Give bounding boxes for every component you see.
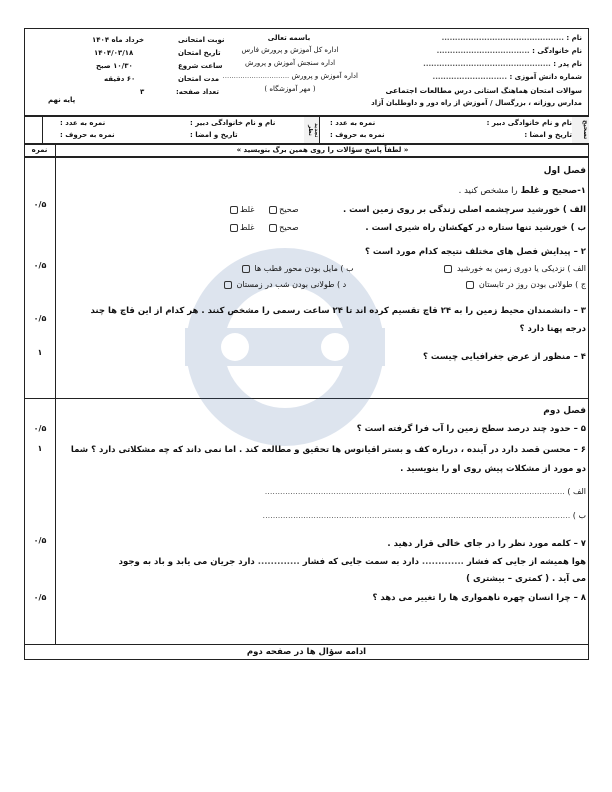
pages-label: تعداد صفحه: [176, 88, 219, 96]
score2-number[interactable]: نمره به عدد : [60, 119, 106, 127]
score-column-line [55, 157, 56, 644]
footer-divider [24, 644, 589, 645]
school-stamp: ( مهر آموزشگاه ) [264, 85, 316, 93]
turn-value: خرداد ماه ۱۴۰۴ [92, 36, 145, 44]
blank-2[interactable]: ............. [257, 557, 300, 567]
sign2-field[interactable]: تاریخ و امضا : [190, 131, 238, 139]
q8-text: ۸ – چرا انسان چهره ناهمواری ها را تغییر می دهد ؟ [372, 593, 586, 603]
teacher1-field[interactable]: نام و نام خانوادگی دبیر : [486, 119, 572, 127]
q1-title: ۱-صحیح و غلط را مشخص کنید . [458, 186, 586, 196]
q3-line1: ۳ – دانشمندان محیط زمین را به ۲۴ قاچ تقسیم کرده اند تا ۲۴ ساعت رسمی را مشخص کنند . هر کدام از این قاچ ها چند [90, 306, 586, 316]
duration-value: ۶۰ دقیقه [104, 75, 136, 83]
pages-value: ۳ [140, 88, 145, 96]
score-q5: ۰/۵ [33, 424, 47, 433]
grading-divider [319, 116, 320, 144]
false-checkbox[interactable] [230, 224, 238, 232]
score-q4: ۱ [37, 348, 43, 357]
q2-text: ۲ – پیدایش فصل های مختلف نتیجه کدام مورد است ؟ [364, 247, 586, 257]
date-label: تاریخ امتحان [178, 49, 221, 57]
score-q2: ۰/۵ [33, 261, 47, 270]
instruction-text: « لطفاً پاسخ سؤالات را روی همین برگ بنویسید » [236, 146, 409, 154]
score-q3: ۰/۵ [33, 314, 47, 323]
grading-divider [42, 116, 43, 144]
q6-line2: دو مورد از مشکلات پیش روی او را بنویسید . [400, 464, 586, 474]
option-checkbox[interactable] [224, 281, 232, 289]
option-checkbox[interactable] [444, 265, 452, 273]
name-field[interactable]: نام : .............................................. [441, 34, 582, 42]
q4-text: ۴ – منظور از عرض جغرافیایی چیست ؟ [422, 352, 586, 362]
exam-subject-line: سوالات امتحان هماهنگ استانی درس مطالعات اجتماعی [385, 86, 582, 95]
q7-line1: هوا همیشه از جایی که فشار ............. دارد به سمت جایی که فشار ............. دارد جریان می یابد و باد به وجود [118, 557, 586, 567]
father-field[interactable]: نام پدر : ................................................ [423, 60, 582, 68]
true-checkbox[interactable] [269, 224, 277, 232]
sign1-field[interactable]: تاریخ و امضا : [524, 131, 572, 139]
q5-text: ۵ – حدود چند درصد سطح زمین را آب فرا گرفته است ؟ [356, 424, 586, 434]
start-value: ۱۰/۳۰ صبح [96, 62, 133, 70]
grade-label: پایه نهم [48, 96, 76, 104]
q1b-text: ب ) خورشید تنها ستاره در کهکشان راه شیری است . [365, 223, 586, 233]
q1a-options [228, 205, 299, 214]
q2-option-a: الف ) نزدیکی یا دوری زمین به خورشید [442, 264, 586, 273]
family-field[interactable]: نام خانوادگی : ................................... [436, 47, 582, 55]
q1b-options [228, 223, 299, 232]
score1-letters[interactable]: نمره به حروف : [330, 131, 385, 139]
office-line-1: اداره کل آموزش و پرورش فارس [241, 46, 339, 54]
schools-line: مدارس روزانه ، بزرگسال / آموزش از راه دور و داوطلبان آزاد [371, 99, 582, 107]
watermark-logo-icon [165, 222, 405, 472]
score-column-header: نمره [31, 146, 48, 154]
score2-letters[interactable]: نمره به حروف : [60, 131, 115, 139]
q2-option-c: ج ) طولانی بودن روز در تابستان [464, 280, 586, 289]
q2-option-b: ب ) مایل بودن محور قطب ها [240, 264, 354, 273]
score-q1: ۰/۵ [33, 200, 47, 209]
false-checkbox[interactable] [230, 206, 238, 214]
true-label: صحیح [279, 223, 299, 232]
first-grading-tag: تصحیح [572, 117, 589, 143]
option-checkbox[interactable] [242, 265, 250, 273]
bismillah: باسمه تعالی [267, 34, 311, 42]
continue-note: ادامه سؤال ها در صفحه دوم [246, 647, 367, 657]
q6-answer-a[interactable]: الف ) ...................................................................................................................... [264, 487, 586, 496]
teacher2-field[interactable]: نام و نام خانوادگی دبیر : [190, 119, 276, 127]
office-line-3: اداره آموزش و پرورش .............................. [222, 72, 358, 80]
second-grading-tag: تجدید نظر [304, 117, 319, 143]
q2-option-d: د ) طولانی بودن شب در زمستان [222, 280, 346, 289]
score-q7: ۰/۵ [33, 536, 47, 545]
blank-1[interactable]: ............. [421, 557, 464, 567]
q6-answer-b[interactable]: ب ) ......................................................................................................................... [262, 511, 586, 520]
q1a-text: الف ) خورشید سرچشمه اصلی زندگی بر روی زمین است . [342, 205, 586, 215]
true-checkbox[interactable] [269, 206, 277, 214]
office-line-2: اداره سنجش آموزش و پرورش [244, 59, 336, 67]
false-label: غلط [240, 205, 255, 214]
score-q8: ۰/۵ [33, 593, 47, 602]
q3-line2: درجه پهنا دارد ؟ [519, 324, 586, 334]
score-col-divider [55, 144, 56, 157]
score-q6: ۱ [37, 444, 43, 453]
true-label: صحیح [279, 205, 299, 214]
section1-title: فصل اول [543, 166, 586, 176]
option-checkbox[interactable] [466, 281, 474, 289]
turn-label: نوبت امتحانی [178, 36, 225, 44]
q7-line2: می آید . ( کمتری – بیشتری ) [466, 574, 586, 584]
q7-title: ۷ – کلمه مورد نظر را در جای خالی قرار دهید . [387, 538, 586, 549]
duration-label: مدت امتحان [178, 75, 220, 83]
start-label: ساعت شروع [178, 62, 223, 70]
date-value: ۱۴۰۴/۰۳/۱۸ [94, 49, 134, 57]
student-no-field[interactable]: شماره دانش آموزی : ............................ [432, 73, 582, 81]
section2-title: فصل دوم [543, 406, 586, 416]
score1-number[interactable]: نمره به عدد : [330, 119, 376, 127]
q6-line1: ۶ – محسن قصد دارد در آینده ، درباره کف و بستر اقیانوس ها تحقیق و مطالعه کند . اما نمی داند که چه مشکلاتی دارد ؟ شما [70, 445, 586, 455]
false-label: غلط [240, 223, 255, 232]
